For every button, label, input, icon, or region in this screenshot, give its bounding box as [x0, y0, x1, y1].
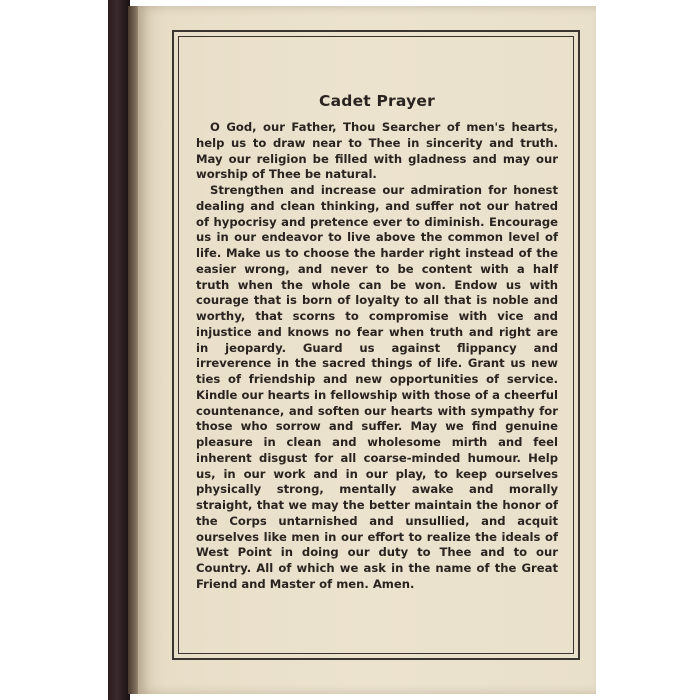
page-title: Cadet Prayer — [319, 92, 435, 110]
prayer-text-block — [196, 92, 558, 593]
prayer-paragraph-2: Strengthen and increase our admiration for honest dealing and clean thinking, and suffer not our hatred of hypocrisy and pretence ever to diminish. Encourage us in our endeavor to live above the common level of life. Make us to choose the harder right instead of the easier wrong, and never to be content with a half truth when the whole can be won. Endow us with courage that is born of loyalty to all that is noble and worthy, that scorns to compromise with vice and injustice and knows no fear when truth and right are in jeopardy. Guard us against flippancy and irreverence in the sacred things of life. Grant us new ties of friendship and new opportunities of service. Kindle our hearts in fellowship with those of a cheerful countenance, and soften our hearts with sympathy for those who sorrow and suffer. May we find genuine pleasure in clean and wholesome mirth and feel inherent disgust for all coarse-minded humour. Help us, in our work and in our play, to keep ourselves physically strong, mentally awake and morally straight, that we may the better maintain the honor of the Corps untarnished and unsullied, and acquit ourselves like men in our effort to realize the ideals of West Point in doing our duty to Thee and to our Country. All of which we ask in the name of the Great Friend and Master of men. Amen. — [196, 183, 558, 591]
prayer-paragraph-1: O God, our Father, Thou Searcher of men's hearts, help us to draw near to Thee in sincerity and truth. May our religion be filled with gladness and may our worship of Thee be natural. — [196, 120, 558, 182]
book-spine — [108, 0, 130, 700]
